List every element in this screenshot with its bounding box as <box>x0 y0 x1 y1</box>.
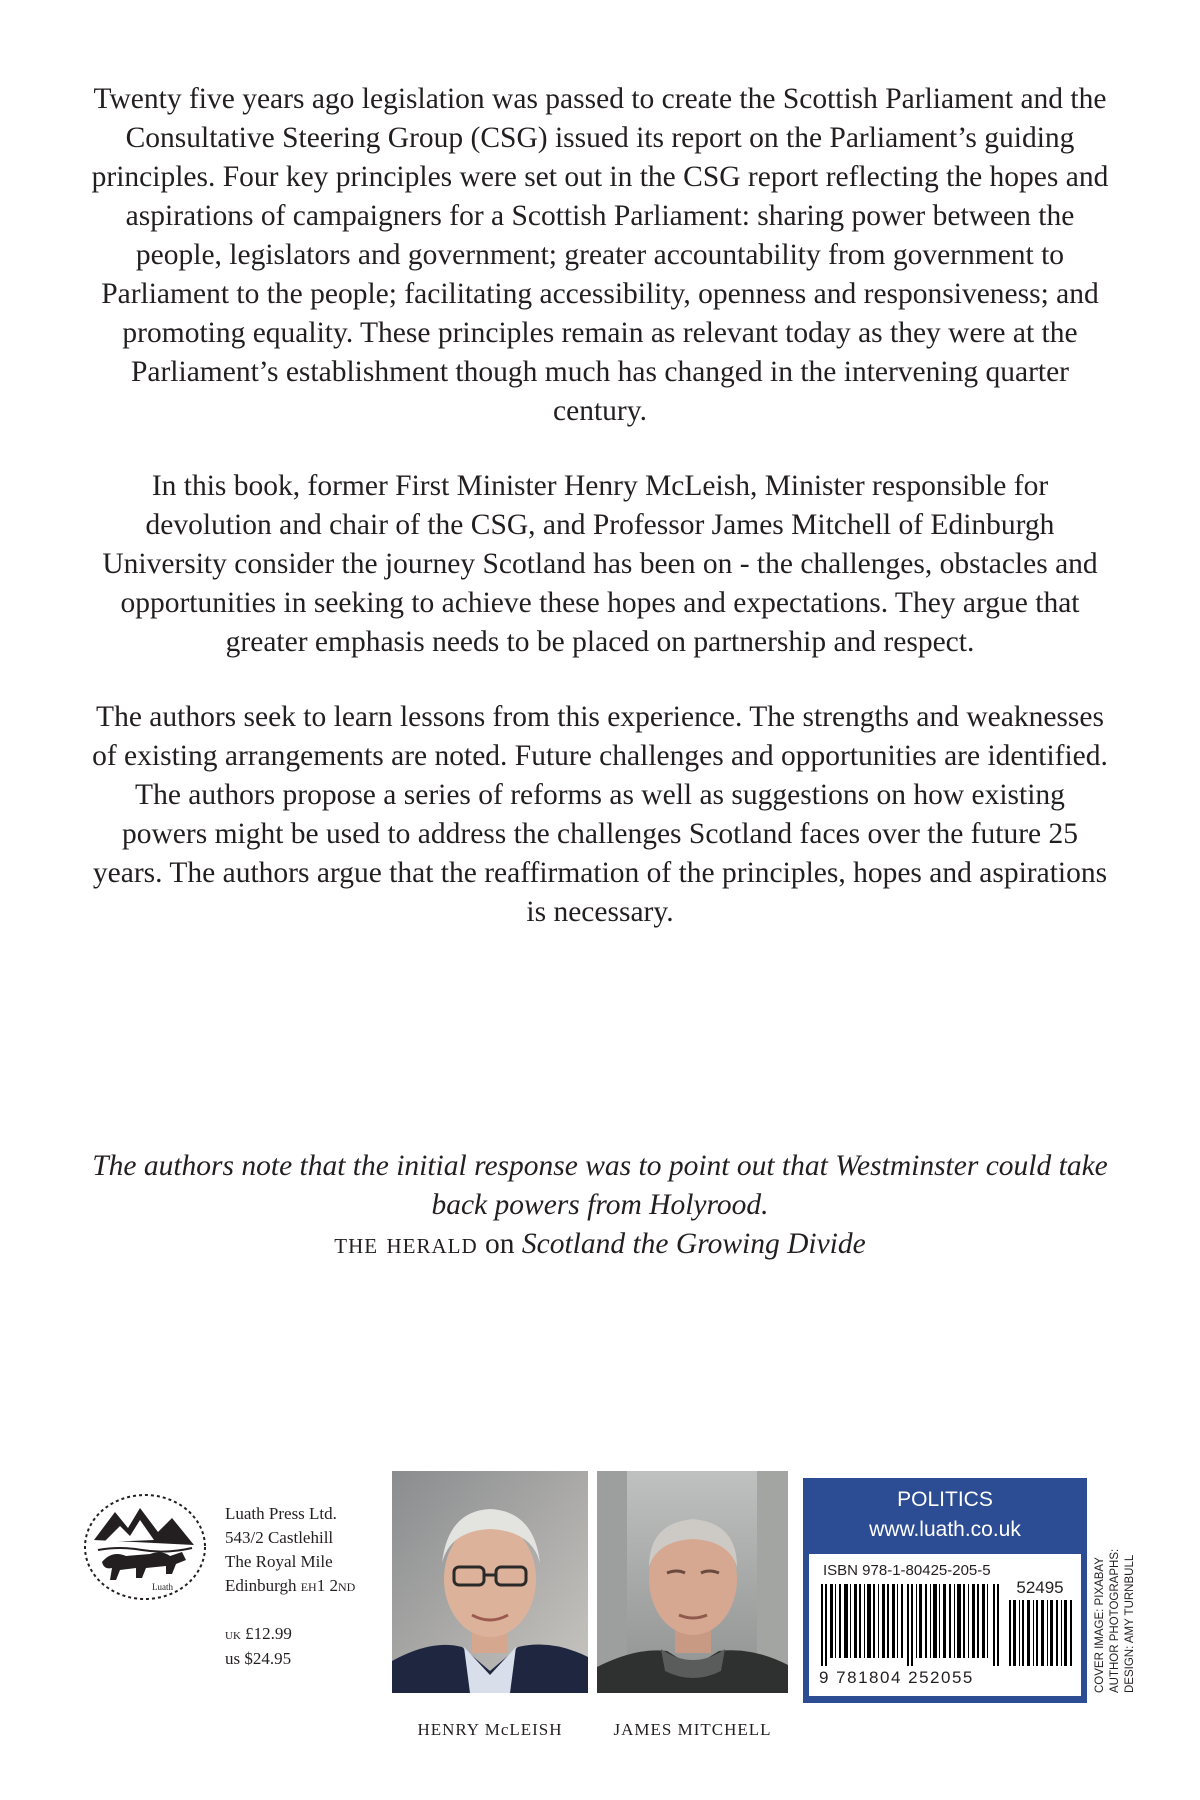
price-uk-label: uk <box>225 1627 241 1643</box>
author-caption-2: JAMES MITCHELL <box>613 1720 772 1739</box>
cover-credits <box>1093 1491 1153 1693</box>
publisher-address-line1: 543/2 Castlehill <box>225 1528 334 1547</box>
credit-line-1: COVER IMAGE: PIXABAY <box>1094 1557 1106 1693</box>
price-uk-value: £12.99 <box>245 1624 292 1643</box>
publisher-address-line2: The Royal Mile <box>225 1552 333 1571</box>
quote-on-word: on <box>485 1228 515 1260</box>
barcode-addon-bars-icon <box>1009 1600 1073 1666</box>
barcode-addon-number: 52495 <box>1016 1578 1064 1597</box>
price-us-value: $24.95 <box>244 1649 292 1668</box>
blurb-paragraph-2: In this book, former First Minister Henry McLeish, Minister responsible for devolution and chair of the CSG, and Professor James Mitchell of Edinburgh University consider the journey Scotland has been on - the challenges, obstacles and opportunities in seeking to achieve these hopes and expectations. They argue that greater emphasis needs to be placed on partnership and respect. <box>102 470 1098 658</box>
publisher-city-line <box>225 1574 395 1598</box>
barcode-bars-icon <box>821 1584 1001 1666</box>
review-quote <box>90 1147 1110 1264</box>
quote-source-publication: the herald <box>334 1228 478 1260</box>
credit-line-2: AUTHOR PHOTOGRAPHS: <box>1109 1548 1121 1693</box>
author-photo-henry-mcleish <box>392 1471 588 1693</box>
barcode-ean-number: 9 781804 252055 <box>819 1668 974 1687</box>
publisher-city: Edinburgh <box>225 1576 297 1595</box>
isbn-text: ISBN 978-1-80425-205-5 <box>823 1562 991 1579</box>
price-us-label: us <box>225 1649 241 1668</box>
quote-text: The authors note that the initial response was to point out that Westminster could take back powers from Holyrood. <box>92 1150 1108 1221</box>
credit-line-3: DESIGN: AMY TURNBULL <box>1124 1554 1136 1693</box>
author-caption-1: HENRY McLEISH <box>417 1720 563 1739</box>
blurb-paragraph-1: Twenty five years ago legislation was passed to create the Scottish Parliament and the Consultative Steering Group (CSG) issued its report on the Parliament’s guiding principles. Four key principles were set out in the CSG report reflecting the hopes and aspirations of campaigners for a Scottish Parliament: sharing power between the people, legislators and government; greater accountability from government to Parliament to the people; facilitating accessibility, openness and responsiveness; and promoting equality. These principles remain as relevant today as they were at the Parliament’s establishment though much has changed in the intervening quarter century. <box>91 83 1109 427</box>
publisher-name: Luath Press Ltd. <box>225 1504 337 1523</box>
category-box <box>803 1478 1087 1703</box>
publisher-postcode: eh1 2nd <box>300 1576 356 1595</box>
blurb <box>90 80 1110 968</box>
category-label: POLITICS <box>897 1488 993 1511</box>
quote-source-title: Scotland the Growing Divide <box>521 1228 866 1260</box>
blurb-paragraph-3: The authors seek to learn lessons from this experience. The strengths and weaknesses of existing arrangements are noted. Future challenges and opportunities are identified. The authors propose a series of reforms as well as suggestions on how existing powers might be used to address the challenges Scotland faces over the future 25 years. The authors argue that the reaffirmation of the principles, hopes and aspirations is necessary. <box>92 701 1108 928</box>
isbn-barcode <box>809 1554 1081 1696</box>
price-us <box>225 1647 395 1671</box>
publisher-url[interactable]: www.luath.co.uk <box>869 1518 1021 1541</box>
svg-text:Luath: Luath <box>152 1582 173 1592</box>
author-photo-james-mitchell <box>597 1471 788 1693</box>
luath-logo <box>80 1490 210 1605</box>
quote-attribution <box>90 1225 1110 1264</box>
publisher-info <box>225 1502 395 1671</box>
price-uk <box>225 1622 395 1647</box>
